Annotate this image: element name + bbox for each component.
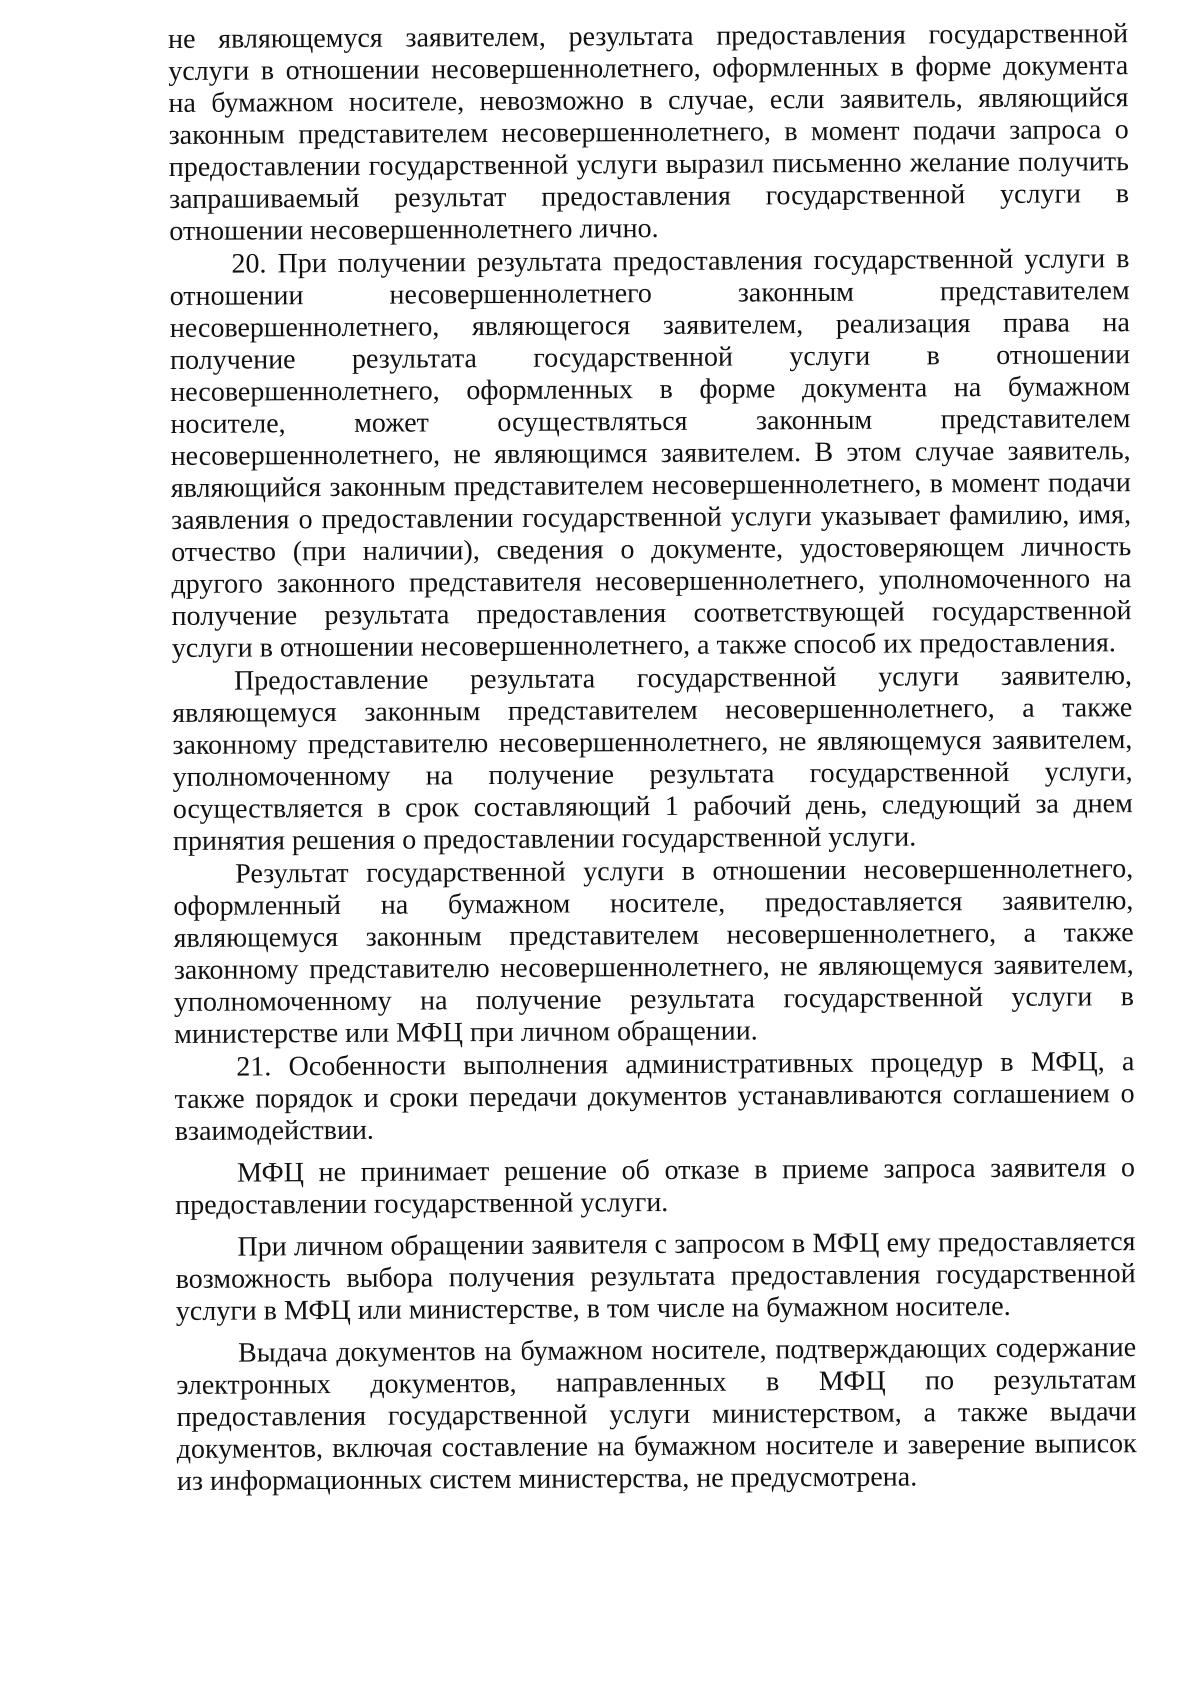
paragraph-continuation: не являющемуся заявителем, результата предоставления государственной услуги в отношении несовершеннолетнего, оформленных в форме документа на бумажном носителе, невозможно в случае, если заявитель, являющийся законным представителем несовершеннолетнего, в момент подачи запроса о предоставлении государственной услуги выразил письменно желание получить запрашиваемый результат предоставления государственной услуги в отношении несовершеннолетнего лично. xyxy=(168,18,1130,247)
paragraph-item-21: 21. Особенности выполнения административных процедур в МФЦ, а также порядок и сроки передачи документов устанавливаются соглашением о взаимодействии. xyxy=(174,1046,1135,1147)
paragraph-mfc-choice: При личном обращении заявителя с запросом в МФЦ ему предоставляется возможность выбора получения результата предоставления государственной услуги в МФЦ или министерстве, в том числе на бумажном носителе. xyxy=(175,1226,1136,1327)
paragraph-paper-result: Результат государственной услуги в отношении несовершеннолетнего, оформленный на бумажном носителе, предоставляется заявителю, являющемуся законным представителем несовершеннолетнего, а также законному представителю несовершеннолетнего, не являющемуся заявителем, уполномоченному на получение результата государственной услуги в министерстве или МФЦ при личном обращении. xyxy=(173,853,1135,1050)
paragraph-delivery-term: Предоставление результата государственной услуги заявителю, являющемуся законным представителем несовершеннолетнего, а также законному представителю несовершеннолетнего, не являющемуся заявителем, уполномоченному на получение результата государственной услуги, осуществляется в срок составляющий 1 рабочий день, следующий за днем принятия решения о предоставлении государственной услуги. xyxy=(172,660,1133,857)
paragraph-mfc-no-refusal: МФЦ не принимает решение об отказе в приеме запроса заявителя о предоставлении государственной услуги. xyxy=(175,1152,1136,1221)
document-body xyxy=(168,18,1137,1499)
paragraph-paper-issuance: Выдача документов на бумажном носителе, подтверждающих содержание электронных документов, направленных в МФЦ по результатам предоставления государственной услуги министерством, а также выдачи документов, включая составление на бумажном носителе и заверение выписок из информационных систем министерства, не предусмотрена. xyxy=(176,1332,1137,1497)
paragraph-item-20: 20. При получении результата предоставления государственной услуги в отношении несовершеннолетнего законным представителем несовершеннолетнего, являющегося заявителем, реализация права на получение результата государственной услуги в отношении несовершеннолетнего, оформленных в форме документа на бумажном носителе, может осуществляться законным представителем несовершеннолетнего, не являющимся заявителем. В этом случае заявитель, являющийся законным представителем несовершеннолетнего, в момент подачи заявления о предоставлении государственной услуги указывает фамилию, имя, отчество (при наличии), сведения о документе, удостоверяющем личность другого законного представителя несовершеннолетнего, уполномоченного на получение результата предоставления соответствующей государственной услуги в отношении несовершеннолетнего, а также способ их предоставления. xyxy=(169,243,1132,664)
